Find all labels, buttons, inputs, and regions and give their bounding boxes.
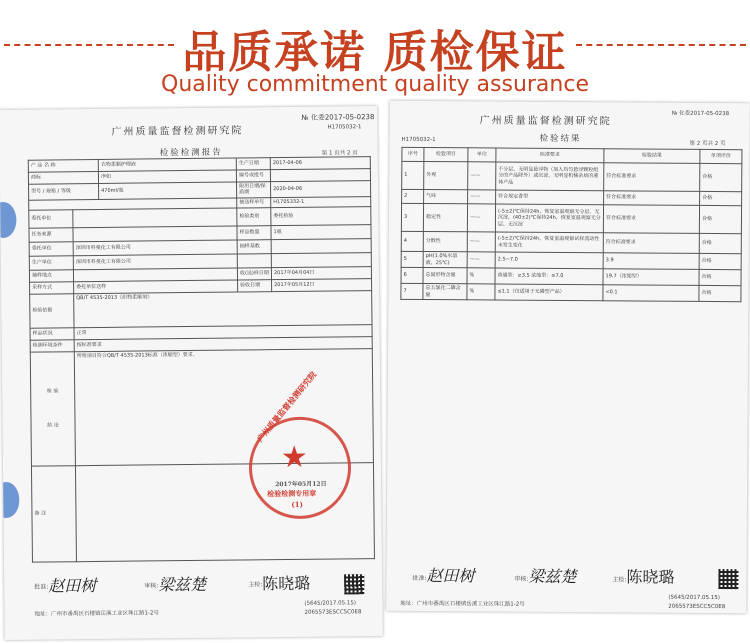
value-period: 2020-04-06 [271, 181, 371, 198]
page-number-2: 第 2 页共 2 页 [689, 140, 726, 148]
value-net-content: 净如 [98, 170, 236, 183]
inspector-label-2: 主检: [612, 576, 627, 584]
label-receive-date: 收(送)样日期 [237, 267, 271, 279]
value-status: 正常 [74, 324, 372, 339]
table-row [401, 203, 741, 233]
cell-item: 总五氯化二磷含量 [423, 283, 467, 299]
cell-no: 5 [401, 251, 423, 267]
table-row [401, 231, 741, 253]
institute-name: 广州质量监督检测研究院 [111, 125, 244, 138]
results-table [400, 147, 742, 302]
cell-eval: 合格 [699, 285, 741, 301]
cell-no: 7 [401, 283, 423, 299]
cell-eval: 合格 [699, 205, 741, 233]
report-ref-sub: H1705032-1 [327, 124, 362, 131]
cell-no: 4 [401, 231, 423, 251]
cell-res: 19.7（浓缩型） [603, 269, 699, 286]
value-sample-no: H1705332-1 [271, 196, 371, 207]
cell-blank-c [271, 252, 371, 267]
cell-no: 2 [402, 189, 424, 203]
cell-item: 总固形物含量 [423, 267, 467, 283]
approver-signature-2: 赵田树 [426, 566, 475, 586]
label-brand: 商标 [28, 171, 98, 184]
value-sample-qty: 1瓶 [271, 224, 371, 239]
cell-item: 气味 [424, 189, 468, 203]
cell-unit: —— [467, 204, 495, 232]
cell-eval: 合格 [700, 191, 742, 205]
value-env: 按标准要求 [74, 336, 372, 351]
cell-res: 符合标准要求 [603, 233, 699, 254]
reviewer-signature: 梁兹楚 [158, 574, 207, 595]
cell-unit: —— [467, 232, 495, 252]
label-base-qty: 抽样基数 [237, 239, 271, 253]
cell-item: 稳定性 [423, 203, 467, 231]
qr-code-icon [344, 574, 364, 594]
header-result: 检验结果 [604, 149, 700, 164]
header-no: 序号 [402, 147, 424, 161]
banner-title-cn: 品质承诺 质检保证 [182, 27, 568, 78]
cell-unit: —— [468, 190, 496, 204]
inspection-report-page-1 [0, 106, 383, 640]
header-item: 检验项目 [424, 147, 468, 161]
institute-name-2: 广州质量监督检测研究院 [479, 115, 612, 128]
cell-req: 2.5~7.0 [495, 252, 603, 269]
label-client: 委托单位 [29, 209, 73, 227]
value-conclusion: 所检项目符合QB/T 4535-2013标准（浓缩型）要求。 [74, 348, 373, 465]
cell-req: 普通型：≥3.5 浓缩型：≥7.0 [495, 268, 603, 285]
label-test-type: 检验类别 [237, 207, 271, 225]
cell-req: 不分层，无明显悬浮物（加入均匀悬浮颗粒组分的产品除外）或沉淀，无明显机械杂质的液体产品 [496, 162, 604, 191]
cell-eval: 合格 [699, 253, 741, 269]
seal-star-icon: ★ [280, 439, 308, 476]
label-result-conclusion [30, 351, 75, 465]
value-product-name: 衣物柔顺护理液 [98, 158, 236, 171]
seal-no: (1) [291, 499, 303, 509]
header-evaluation: 单项评价 [700, 149, 742, 163]
footer-serial-2: 2065573ESCC5C0E8 [668, 603, 726, 611]
value-prod-date: 2017-04-06 [270, 157, 370, 170]
banner-title-en: Quality commitment quality assurance [161, 72, 589, 97]
cell-res: 符合标准要求 [603, 205, 699, 234]
header-unit: 单位 [468, 148, 496, 162]
value-client [73, 208, 237, 228]
reviewer-label-2: 审核: [514, 575, 529, 583]
label-sample-qty: 样品数量 [237, 225, 271, 239]
value-test-type: 委托检验 [271, 206, 371, 225]
label-task-source: 任务来源 [29, 227, 73, 241]
cell-blank-b [237, 253, 271, 267]
label-prod-date: 生产日期 [236, 158, 270, 170]
value-base-qty [271, 238, 371, 253]
reviewer-signature-2: 梁兹楚 [528, 566, 577, 587]
binding-stamp-bottom [0, 482, 20, 518]
cell-unit: % [467, 268, 495, 284]
qr-code-icon-2 [718, 569, 738, 589]
cell-no: 1 [402, 161, 424, 189]
promo-banner [0, 0, 750, 110]
cell-res: 符合标准要求 [604, 163, 700, 192]
inspection-report-page-2 [386, 101, 750, 614]
approver-label: 批准: [34, 583, 49, 591]
cell-item: pH(1.0%水溶液，25℃) [423, 251, 467, 267]
report-ref-sub-2: H1705032-1 [401, 136, 436, 144]
page-number: 第 1 页共 2 页 [321, 150, 358, 157]
cell-unit: —— [467, 252, 495, 268]
label-conclusion: 结 论 [47, 422, 59, 429]
label-batch: 编号或批号 [236, 170, 270, 182]
label-result: 检 验 [46, 388, 59, 395]
label-product-name: 产 品 名 称 [28, 159, 98, 172]
inspector-signature-2: 陈晓璐 [626, 567, 675, 587]
label-producer: 生产单位 [29, 255, 73, 269]
binding-stamp-top [0, 202, 17, 238]
cell-req: (-5±2)℃保持24h，恢复室温观察试样流动性未发生变化 [495, 232, 603, 253]
footer-serial: 2065573ESCC5C0E8 [304, 609, 362, 616]
report-ref-no-2: № 化委2017-05-0238 [671, 110, 730, 118]
footer-address: 地址：广州市番禺区石楼镇岳溪工业区珠江路1-2号 [34, 610, 160, 618]
seal-sub: 检验检测专用章 [267, 488, 317, 499]
value-batch [270, 169, 370, 182]
cell-eval: 合格 [699, 233, 741, 253]
value-spec: 470ml/瓶 [99, 182, 237, 199]
value-producer: 深圳市科曼化工有限公司 [73, 254, 237, 270]
footer-address-2: 地址：广州市番禺区石楼镇岳溪工业区珠江路1-2号 [400, 600, 525, 608]
value-entrust: 深圳市科曼化工有限公司 [73, 240, 237, 256]
label-spec: 型号 / 规格 / 等级 [29, 183, 99, 199]
cell-res: 3.9 [603, 253, 699, 270]
results-title: 检验结果 [539, 133, 582, 145]
label-remark: 备 注 [31, 465, 76, 561]
cell-no: 3 [401, 203, 423, 231]
table-row [401, 283, 741, 301]
cell-eval: 合格 [700, 163, 742, 191]
cell-req: (-5±2)℃保持24h，恢复室温观察无分层、无沉淀，(40±2)℃保持24h，恢复室温观察无分层、无沉淀 [495, 204, 603, 233]
inspector-signature: 陈晓璐 [262, 573, 311, 594]
cell-item: 分散性 [423, 231, 467, 251]
cell-unit: —— [468, 162, 496, 190]
inspector-label: 主检: [248, 581, 263, 589]
cell-req: 符合规定香型 [496, 190, 604, 205]
cell-req: ≤1.1（仅适用于无磷型产品） [495, 284, 603, 301]
seal-date: 2017年05月12日 [275, 480, 327, 489]
cell-res: 符合标准要求 [604, 191, 700, 206]
value-basis: QB/T 4535-2013《织物柔顺剂》 [74, 290, 372, 327]
footer-code-2: (5645/2017.05.15) [668, 594, 720, 602]
label-env: 检测环境条件 [30, 339, 74, 351]
report-ref-no: № 化委2017-05-0238 [301, 113, 375, 122]
label-sampler: 采样方式 [30, 281, 74, 293]
seal-text: 广州质量监督检测研究院 [254, 369, 319, 444]
cell-no: 6 [401, 267, 423, 283]
label-sampling-place: 抽样地点 [29, 269, 73, 281]
approver-signature: 赵田树 [48, 576, 97, 596]
label-sample-no: 抽送样单号 [237, 197, 271, 207]
table-row [402, 161, 742, 191]
cell-unit: % [467, 284, 495, 300]
label-status: 样品状况 [30, 327, 74, 339]
value-finish-date: 2017年05月12日 [272, 278, 372, 291]
approver-label-2: 批准: [412, 574, 427, 583]
label-basis: 检验依据 [30, 293, 74, 327]
label-entrust: 委托单位 [29, 241, 73, 255]
label-period: 限用日期/保质期 [237, 182, 271, 198]
footer-code: (5645/2017.05.15) [304, 600, 357, 607]
label-finish-date: 验收日期 [238, 279, 272, 291]
report-title: 检验检测报告 [159, 147, 223, 159]
cell-item: 外观 [424, 161, 468, 189]
value-sampler: 委托单位送样 [74, 280, 238, 294]
cell-res: <0.1 [603, 285, 699, 302]
value-receive-date: 2017年04月04日 [271, 266, 371, 279]
header-requirement: 标准要求 [496, 148, 604, 163]
reviewer-label: 审核: [144, 582, 159, 590]
cell-eval: 合格 [699, 269, 741, 285]
